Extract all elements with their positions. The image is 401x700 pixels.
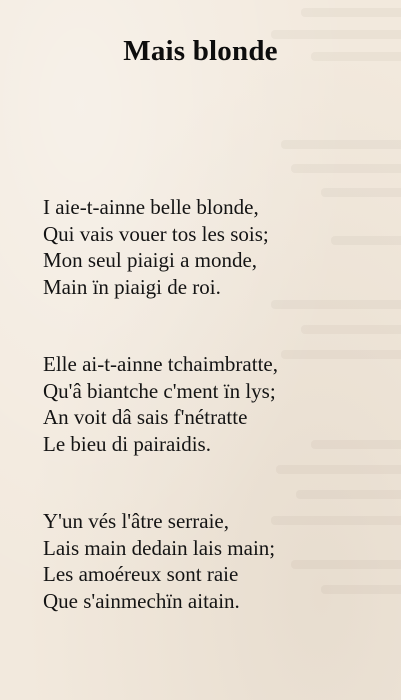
verse-line: An voit dâ sais f'nétratte	[43, 405, 248, 429]
verse-line: Lais main dedain lais main;	[43, 535, 276, 560]
verse-line: Qui vais vouer tos les sois;	[43, 221, 269, 246]
stanza-3	[43, 508, 278, 614]
verse-line: Elle ai-t-ainne tchaimbratte,	[43, 352, 278, 376]
stanza-2	[43, 351, 278, 457]
verse-line: Qu'â biantche c'ment ïn lys;	[43, 378, 276, 403]
verse-line: Le bieu di pairaidis.	[43, 431, 211, 456]
verse-line: I aie-t-ainne belle blonde,	[43, 195, 259, 219]
poem-title: Mais blonde	[123, 35, 278, 67]
verse-line: Main ïn piaigi de roi.	[43, 274, 221, 299]
poem-body	[43, 194, 278, 665]
verse-line: Mon seul piaigi a monde,	[43, 248, 258, 272]
verse-line: Que s'ainmechïn aitain.	[43, 588, 240, 613]
verse-line: Les amoéreux sont raie	[43, 562, 239, 586]
stanza-1	[43, 194, 278, 300]
verse-line: Y'un vés l'âtre serraie,	[43, 509, 229, 533]
